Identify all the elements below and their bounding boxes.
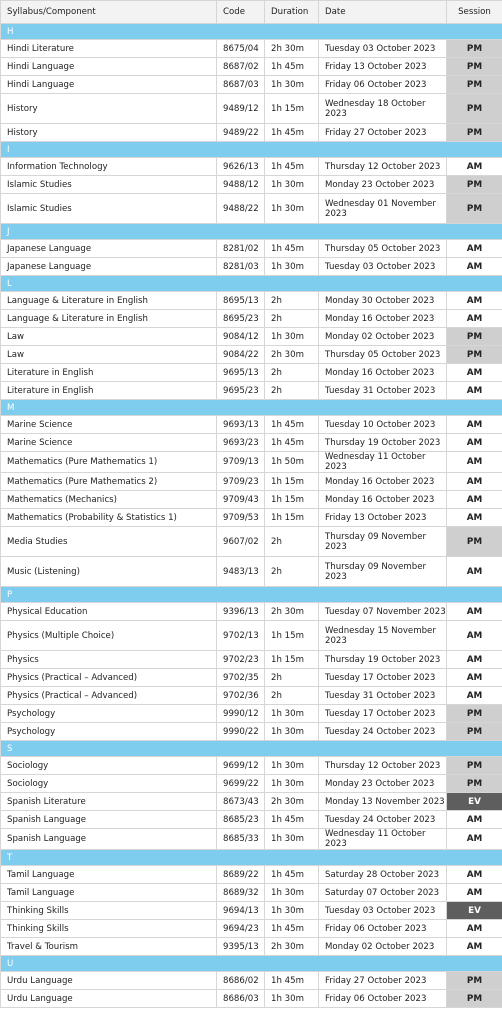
cell-session: AM — [447, 603, 502, 621]
cell-date: Saturday 28 October 2023 — [319, 866, 447, 884]
table-row — [1, 176, 502, 194]
cell-component: Sociology — [1, 775, 217, 793]
cell-component: Mathematics (Pure Mathematics 1) — [1, 452, 217, 473]
cell-date: Tuesday 07 November 2023 — [319, 603, 447, 621]
section-letter: T — [1, 850, 502, 866]
table-row — [1, 884, 502, 902]
table-row — [1, 687, 502, 705]
cell-code: 9695/23 — [217, 382, 265, 400]
cell-session: AM — [447, 452, 502, 473]
table-row — [1, 757, 502, 775]
section-letter: S — [1, 741, 502, 757]
cell-session: AM — [447, 240, 502, 258]
cell-component: Psychology — [1, 705, 217, 723]
cell-duration: 1h 45m — [265, 434, 319, 452]
cell-code: 9084/12 — [217, 328, 265, 346]
cell-duration: 1h 30m — [265, 902, 319, 920]
table-row — [1, 258, 502, 276]
cell-component: History — [1, 124, 217, 142]
header-session: Session — [447, 1, 502, 24]
cell-duration: 1h 50m — [265, 452, 319, 473]
cell-session: AM — [447, 292, 502, 310]
cell-code: 9695/13 — [217, 364, 265, 382]
cell-component: Marine Science — [1, 434, 217, 452]
cell-date: Tuesday 17 October 2023 — [319, 705, 447, 723]
cell-date: Friday 27 October 2023 — [319, 972, 447, 990]
section-header-row — [1, 224, 502, 240]
cell-code: 9395/13 — [217, 938, 265, 956]
cell-session: AM — [447, 829, 502, 850]
cell-code: 9693/13 — [217, 416, 265, 434]
cell-duration: 1h 45m — [265, 416, 319, 434]
table-row — [1, 416, 502, 434]
section-header-row — [1, 850, 502, 866]
cell-session: EV — [447, 902, 502, 920]
section-header-row — [1, 276, 502, 292]
cell-component: Japanese Language — [1, 240, 217, 258]
cell-date: Tuesday 31 October 2023 — [319, 687, 447, 705]
cell-date: Wednesday 11 October 2023 — [319, 452, 447, 473]
cell-session: PM — [447, 58, 502, 76]
cell-duration: 1h 30m — [265, 258, 319, 276]
cell-code: 9990/22 — [217, 723, 265, 741]
cell-session: PM — [447, 757, 502, 775]
cell-date: Monday 16 October 2023 — [319, 491, 447, 509]
cell-duration: 2h 30m — [265, 346, 319, 364]
table-row — [1, 603, 502, 621]
cell-component: Law — [1, 346, 217, 364]
cell-component: Tamil Language — [1, 884, 217, 902]
cell-code: 9489/22 — [217, 124, 265, 142]
cell-date: Thursday 09 November 2023 — [319, 527, 447, 557]
cell-session: AM — [447, 310, 502, 328]
cell-code: 8281/02 — [217, 240, 265, 258]
cell-duration: 2h — [265, 687, 319, 705]
cell-component: Physics — [1, 651, 217, 669]
cell-date: Wednesday 18 October 2023 — [319, 94, 447, 124]
cell-date: Thursday 12 October 2023 — [319, 158, 447, 176]
cell-session: AM — [447, 364, 502, 382]
cell-code: 8685/33 — [217, 829, 265, 850]
table-row — [1, 76, 502, 94]
cell-duration: 2h 30m — [265, 793, 319, 811]
cell-date: Monday 02 October 2023 — [319, 938, 447, 956]
cell-session: AM — [447, 866, 502, 884]
cell-duration: 1h 15m — [265, 473, 319, 491]
table-row — [1, 240, 502, 258]
cell-component: Media Studies — [1, 527, 217, 557]
cell-session: AM — [447, 434, 502, 452]
cell-code: 9709/43 — [217, 491, 265, 509]
table-row — [1, 866, 502, 884]
table-row — [1, 705, 502, 723]
cell-duration: 2h — [265, 669, 319, 687]
cell-component: Hindi Language — [1, 58, 217, 76]
cell-code: 8689/22 — [217, 866, 265, 884]
cell-date: Monday 30 October 2023 — [319, 292, 447, 310]
section-header-row — [1, 956, 502, 972]
table-row — [1, 328, 502, 346]
cell-component: Literature in English — [1, 364, 217, 382]
table-row — [1, 158, 502, 176]
cell-duration: 2h — [265, 292, 319, 310]
cell-code: 9626/13 — [217, 158, 265, 176]
table-row — [1, 292, 502, 310]
cell-duration: 1h 45m — [265, 972, 319, 990]
cell-duration: 1h 45m — [265, 811, 319, 829]
cell-date: Tuesday 17 October 2023 — [319, 669, 447, 687]
section-letter: J — [1, 224, 502, 240]
table-row — [1, 346, 502, 364]
cell-session: PM — [447, 346, 502, 364]
cell-date: Tuesday 24 October 2023 — [319, 811, 447, 829]
cell-session: AM — [447, 557, 502, 587]
cell-session: PM — [447, 94, 502, 124]
cell-date: Thursday 09 November 2023 — [319, 557, 447, 587]
cell-code: 9990/12 — [217, 705, 265, 723]
cell-component: Japanese Language — [1, 258, 217, 276]
cell-session: PM — [447, 76, 502, 94]
cell-session: AM — [447, 621, 502, 651]
cell-date: Tuesday 03 October 2023 — [319, 902, 447, 920]
table-row — [1, 938, 502, 956]
cell-date: Tuesday 10 October 2023 — [319, 416, 447, 434]
cell-component: Spanish Literature — [1, 793, 217, 811]
table-body — [1, 24, 502, 1008]
cell-component: Urdu Language — [1, 990, 217, 1008]
cell-code: 9709/53 — [217, 509, 265, 527]
cell-component: Mathematics (Pure Mathematics 2) — [1, 473, 217, 491]
cell-session: AM — [447, 669, 502, 687]
cell-duration: 2h 30m — [265, 40, 319, 58]
cell-component: Thinking Skills — [1, 920, 217, 938]
cell-session: PM — [447, 328, 502, 346]
cell-code: 9694/13 — [217, 902, 265, 920]
cell-date: Wednesday 01 November 2023 — [319, 194, 447, 224]
cell-date: Monday 23 October 2023 — [319, 775, 447, 793]
table-row — [1, 723, 502, 741]
cell-session: PM — [447, 124, 502, 142]
cell-code: 9702/13 — [217, 621, 265, 651]
cell-component: Psychology — [1, 723, 217, 741]
cell-duration: 1h 30m — [265, 884, 319, 902]
cell-session: AM — [447, 509, 502, 527]
cell-duration: 1h 45m — [265, 920, 319, 938]
cell-session: AM — [447, 884, 502, 902]
cell-duration: 2h — [265, 382, 319, 400]
cell-session: PM — [447, 990, 502, 1008]
table-row — [1, 972, 502, 990]
table-row — [1, 124, 502, 142]
cell-code: 8695/23 — [217, 310, 265, 328]
cell-duration: 1h 30m — [265, 990, 319, 1008]
cell-session: AM — [447, 920, 502, 938]
cell-date: Monday 02 October 2023 — [319, 328, 447, 346]
cell-code: 8687/03 — [217, 76, 265, 94]
cell-code: 9699/12 — [217, 757, 265, 775]
cell-session: PM — [447, 775, 502, 793]
cell-code: 9084/22 — [217, 346, 265, 364]
cell-component: Mathematics (Mechanics) — [1, 491, 217, 509]
cell-date: Friday 06 October 2023 — [319, 76, 447, 94]
cell-component: Information Technology — [1, 158, 217, 176]
cell-duration: 1h 30m — [265, 76, 319, 94]
table-row — [1, 509, 502, 527]
cell-component: Spanish Language — [1, 829, 217, 850]
cell-code: 9694/23 — [217, 920, 265, 938]
table-row — [1, 527, 502, 557]
table-row — [1, 310, 502, 328]
cell-component: Hindi Literature — [1, 40, 217, 58]
cell-code: 9693/23 — [217, 434, 265, 452]
cell-component: Travel & Tourism — [1, 938, 217, 956]
header-code: Code — [217, 1, 265, 24]
table-row — [1, 621, 502, 651]
cell-session: AM — [447, 473, 502, 491]
cell-duration: 2h — [265, 557, 319, 587]
cell-session: AM — [447, 938, 502, 956]
cell-date: Thursday 12 October 2023 — [319, 757, 447, 775]
table-row — [1, 40, 502, 58]
cell-date: Thursday 19 October 2023 — [319, 434, 447, 452]
table-row — [1, 452, 502, 473]
cell-component: Language & Literature in English — [1, 310, 217, 328]
cell-duration: 1h 15m — [265, 509, 319, 527]
cell-duration: 1h 30m — [265, 705, 319, 723]
cell-duration: 2h 30m — [265, 603, 319, 621]
cell-duration: 1h 15m — [265, 651, 319, 669]
cell-duration: 1h 45m — [265, 158, 319, 176]
cell-component: Tamil Language — [1, 866, 217, 884]
cell-duration: 1h 15m — [265, 94, 319, 124]
cell-code: 8689/32 — [217, 884, 265, 902]
table-row — [1, 990, 502, 1008]
cell-date: Tuesday 03 October 2023 — [319, 258, 447, 276]
cell-duration: 1h 30m — [265, 829, 319, 850]
cell-date: Thursday 05 October 2023 — [319, 346, 447, 364]
cell-session: AM — [447, 811, 502, 829]
cell-component: Literature in English — [1, 382, 217, 400]
cell-duration: 1h 30m — [265, 723, 319, 741]
cell-component: History — [1, 94, 217, 124]
cell-duration: 1h 30m — [265, 775, 319, 793]
cell-date: Monday 13 November 2023 — [319, 793, 447, 811]
cell-date: Saturday 07 October 2023 — [319, 884, 447, 902]
cell-component: Mathematics (Probability & Statistics 1) — [1, 509, 217, 527]
cell-component: Law — [1, 328, 217, 346]
table-row — [1, 557, 502, 587]
cell-component: Spanish Language — [1, 811, 217, 829]
cell-session: AM — [447, 382, 502, 400]
cell-code: 9488/22 — [217, 194, 265, 224]
cell-component: Physical Education — [1, 603, 217, 621]
cell-code: 9702/36 — [217, 687, 265, 705]
cell-date: Thursday 05 October 2023 — [319, 240, 447, 258]
cell-component: Music (Listening) — [1, 557, 217, 587]
cell-duration: 1h 45m — [265, 58, 319, 76]
section-header-row — [1, 400, 502, 416]
section-letter: U — [1, 956, 502, 972]
cell-session: AM — [447, 416, 502, 434]
cell-date: Tuesday 03 October 2023 — [319, 40, 447, 58]
table-row — [1, 94, 502, 124]
cell-date: Monday 16 October 2023 — [319, 310, 447, 328]
cell-date: Friday 13 October 2023 — [319, 58, 447, 76]
cell-session: PM — [447, 723, 502, 741]
cell-session: AM — [447, 651, 502, 669]
cell-code: 9702/35 — [217, 669, 265, 687]
cell-session: PM — [447, 972, 502, 990]
cell-component: Physics (Practical – Advanced) — [1, 687, 217, 705]
table-row — [1, 669, 502, 687]
cell-code: 9396/13 — [217, 603, 265, 621]
cell-component: Islamic Studies — [1, 194, 217, 224]
cell-date: Tuesday 24 October 2023 — [319, 723, 447, 741]
section-header-row — [1, 24, 502, 40]
cell-session: AM — [447, 687, 502, 705]
cell-duration: 1h 15m — [265, 621, 319, 651]
cell-component: Urdu Language — [1, 972, 217, 990]
cell-code: 9709/23 — [217, 473, 265, 491]
cell-date: Monday 16 October 2023 — [319, 473, 447, 491]
table-row — [1, 491, 502, 509]
cell-code: 8695/13 — [217, 292, 265, 310]
table-row — [1, 775, 502, 793]
table-row — [1, 473, 502, 491]
cell-session: PM — [447, 176, 502, 194]
cell-date: Thursday 19 October 2023 — [319, 651, 447, 669]
cell-duration: 2h 30m — [265, 938, 319, 956]
section-header-row — [1, 741, 502, 757]
cell-component: Thinking Skills — [1, 902, 217, 920]
section-letter: I — [1, 142, 502, 158]
cell-component: Language & Literature in English — [1, 292, 217, 310]
cell-code: 9488/12 — [217, 176, 265, 194]
cell-session: EV — [447, 793, 502, 811]
header-duration: Duration — [265, 1, 319, 24]
cell-code: 8281/03 — [217, 258, 265, 276]
cell-duration: 1h 30m — [265, 176, 319, 194]
table-row — [1, 811, 502, 829]
table-row — [1, 902, 502, 920]
section-letter: M — [1, 400, 502, 416]
cell-duration: 2h — [265, 310, 319, 328]
cell-component: Sociology — [1, 757, 217, 775]
cell-duration: 1h 45m — [265, 124, 319, 142]
cell-code: 9607/02 — [217, 527, 265, 557]
section-letter: L — [1, 276, 502, 292]
cell-code: 8687/02 — [217, 58, 265, 76]
cell-code: 9702/23 — [217, 651, 265, 669]
cell-code: 8685/23 — [217, 811, 265, 829]
cell-component: Physics (Practical – Advanced) — [1, 669, 217, 687]
table-row — [1, 382, 502, 400]
cell-code: 9699/22 — [217, 775, 265, 793]
section-header-row — [1, 587, 502, 603]
cell-date: Tuesday 31 October 2023 — [319, 382, 447, 400]
cell-code: 9709/13 — [217, 452, 265, 473]
table-row — [1, 434, 502, 452]
cell-duration: 1h 30m — [265, 328, 319, 346]
cell-component: Hindi Language — [1, 76, 217, 94]
table-row — [1, 651, 502, 669]
cell-date: Friday 13 October 2023 — [319, 509, 447, 527]
table-row — [1, 920, 502, 938]
cell-duration: 2h — [265, 364, 319, 382]
section-letter: H — [1, 24, 502, 40]
cell-date: Wednesday 11 October 2023 — [319, 829, 447, 850]
cell-duration: 1h 30m — [265, 194, 319, 224]
cell-date: Friday 27 October 2023 — [319, 124, 447, 142]
cell-duration: 1h 45m — [265, 240, 319, 258]
cell-date: Monday 23 October 2023 — [319, 176, 447, 194]
cell-session: PM — [447, 40, 502, 58]
cell-date: Friday 06 October 2023 — [319, 920, 447, 938]
table-row — [1, 829, 502, 850]
cell-date: Monday 16 October 2023 — [319, 364, 447, 382]
cell-session: PM — [447, 705, 502, 723]
cell-code: 9489/12 — [217, 94, 265, 124]
table-header — [1, 1, 502, 24]
cell-session: AM — [447, 258, 502, 276]
cell-code: 9483/13 — [217, 557, 265, 587]
cell-session: PM — [447, 194, 502, 224]
cell-component: Islamic Studies — [1, 176, 217, 194]
table-row — [1, 793, 502, 811]
cell-duration: 1h 15m — [265, 491, 319, 509]
cell-session: AM — [447, 158, 502, 176]
cell-date: Wednesday 15 November 2023 — [319, 621, 447, 651]
cell-date: Friday 06 October 2023 — [319, 990, 447, 1008]
table-row — [1, 194, 502, 224]
header-component: Syllabus/Component — [1, 1, 217, 24]
cell-code: 8686/02 — [217, 972, 265, 990]
cell-code: 8686/03 — [217, 990, 265, 1008]
cell-code: 8675/04 — [217, 40, 265, 58]
cell-session: PM — [447, 527, 502, 557]
table-row — [1, 364, 502, 382]
cell-duration: 1h 45m — [265, 866, 319, 884]
cell-component: Physics (Multiple Choice) — [1, 621, 217, 651]
header-row — [1, 1, 502, 24]
header-date: Date — [319, 1, 447, 24]
cell-component: Marine Science — [1, 416, 217, 434]
table-row — [1, 58, 502, 76]
cell-duration: 1h 30m — [265, 757, 319, 775]
cell-session: AM — [447, 491, 502, 509]
section-header-row — [1, 142, 502, 158]
section-letter: P — [1, 587, 502, 603]
cell-duration: 2h — [265, 527, 319, 557]
cell-code: 8673/43 — [217, 793, 265, 811]
